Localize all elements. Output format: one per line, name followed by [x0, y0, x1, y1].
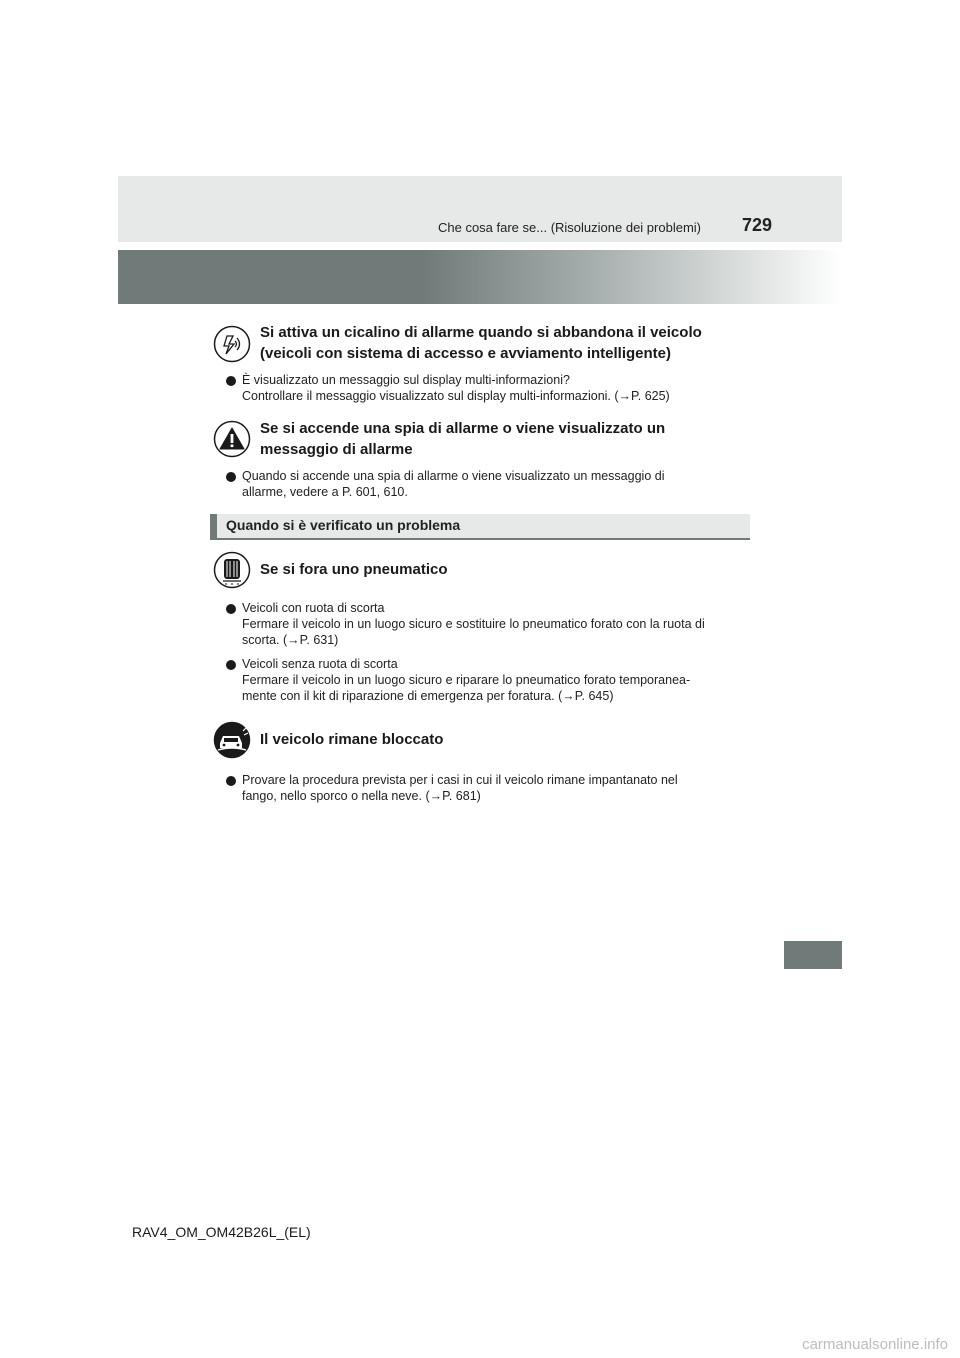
subsection-marker — [210, 514, 217, 538]
heading-alarm-buzzer: Si attiva un cicalino di allarme quando si abbandona il veicolo (veicoli con sistema di accesso e avviamento intelligente) — [260, 324, 702, 362]
bullet-marker — [226, 604, 236, 614]
heading-vehicle-stuck: Il veicolo rimane bloccato — [260, 731, 444, 748]
subsection-title: Quando si è verificato un problema — [226, 517, 461, 533]
bullet-alarm-buzzer: È visualizzato un messaggio sul display multi-informazioni? Controllare il messaggio visualizzato sul display multi-informazioni. (→P. 625) — [242, 373, 670, 403]
bullet-marker — [226, 472, 236, 482]
chapter-banner — [118, 250, 842, 304]
document-code: RAV4_OM_OM42B26L_(EL) — [132, 1224, 311, 1240]
bullet-spare-tire: Veicoli con ruota di scorta Fermare il veicolo in un luogo sicuro e sostituire lo pneumatico forato con la ruota di scorta. (→P. 631) — [242, 601, 705, 647]
bullet-vehicle-stuck: Provare la procedura prevista per i casi in cui il veicolo rimane impantanato nel fango, nello sporco o nella neve. (→P. 681) — [242, 773, 678, 803]
bullet-marker — [226, 660, 236, 670]
bullet-no-spare-tire: Veicoli senza ruota di scorta Fermare il veicolo in un luogo sicuro e riparare lo pneumatico forato temporanea- mente con il kit di riparazione di emergenza per foratura. (→P. 645) — [242, 657, 691, 703]
page-number: 729 — [742, 215, 773, 235]
bullet-warning-light: Quando si accende una spia di allarme o viene visualizzato un messaggio di allarme, vedere a P. 601, 610. — [242, 469, 665, 499]
section-title: Che cosa fare se... (Risoluzione dei problemi) — [437, 220, 701, 235]
alarm-sound-icon — [213, 325, 251, 363]
chapter-tab — [784, 941, 842, 969]
bullet-marker — [226, 376, 236, 386]
heading-flat-tire: Se si fora uno pneumatico — [260, 561, 448, 578]
stuck-vehicle-icon — [213, 721, 251, 759]
watermark: carmanualsonline.info — [802, 1336, 948, 1353]
warning-triangle-icon — [213, 420, 251, 458]
tire-icon — [213, 551, 251, 589]
subsection-header — [210, 514, 750, 540]
bullet-marker — [226, 776, 236, 786]
heading-warning-light: Se si accende una spia di allarme o viene visualizzato un messaggio di allarme — [260, 420, 666, 458]
